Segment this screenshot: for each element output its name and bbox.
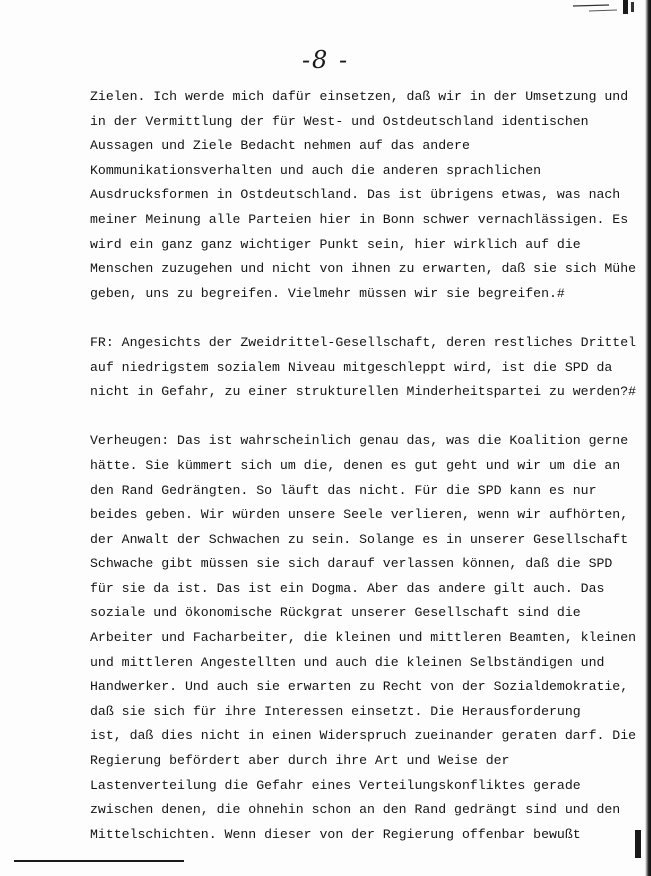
text-line: FR: Angesichts der Zweidrittel-Gesellschaft, deren restliches Drittel (90, 334, 637, 350)
text-line: Schwache gibt müssen sie sich darauf verlassen können, daß die SPD (90, 556, 613, 572)
text-line: ist, daß dies nicht in einen Widerspruch zueinander geraten darf. Die (90, 728, 637, 744)
text-line: daß sie sich für ihre Interessen einsetzt. Die Herausforderung (90, 703, 581, 719)
scan-artifact (569, 0, 641, 18)
text-line: wird ein ganz ganz wichtiger Punkt sein, hier wirklich auf die (90, 236, 581, 252)
document-body (90, 85, 637, 847)
scan-artifact (635, 830, 641, 858)
text-line: Menschen zuzugehen und nicht von ihnen zu erwarten, daß sie sich Mühe (90, 261, 637, 277)
text-line: Arbeiter und Facharbeiter, die kleinen und mittleren Beamten, kleinen (90, 630, 637, 646)
text-line: Aussagen und Ziele Bedacht nehmen auf das andere (90, 138, 470, 154)
paragraph-gap (90, 306, 600, 331)
text-line: für sie da ist. Das ist ein Dogma. Aber das andere gilt auch. Das (90, 580, 605, 596)
text-line: soziale und ökonomische Rückgrat unserer Gesellschaft sind die (90, 605, 581, 621)
paragraph-gap (90, 405, 600, 430)
text-line: Ausdrucksformen in Ostdeutschland. Das ist übrigens etwas, was nach (90, 187, 621, 203)
text-line: in der Vermittlung der für West- und Ostdeutschland identischen (90, 113, 589, 129)
text-line: Handwerker. Und auch sie erwarten zu Recht von der Sozialdemokratie, (90, 679, 629, 695)
text-line: der Anwalt der Schwachen zu sein. Solange es in unserer Gesellschaft (90, 531, 629, 547)
text-line: Lastenverteilung die Gefahr eines Verteilungskonfliktes gerade (90, 777, 581, 793)
text-line: zwischen denen, die ohnehin schon an den Rand gedrängt sind und den (90, 802, 621, 818)
text-line: auf niedrigstem sozialem Niveau mitgeschleppt wird, ist die SPD da (90, 359, 613, 375)
text-line: hätte. Sie kümmert sich um die, denen es gut geht und wir um die an (90, 457, 621, 473)
footer-rule (14, 860, 184, 862)
text-line: meiner Meinung alle Parteien hier in Bonn schwer vernachlässigen. Es (90, 211, 629, 227)
text-line: den Rand Gedrängten. So läuft das nicht. Für die SPD kann es nur (90, 482, 597, 498)
text-line: beides geben. Wir würden unsere Seele verlieren, wenn wir aufhörten, (90, 507, 629, 523)
text-line: Regierung befördert aber durch ihre Art und Weise der (90, 753, 510, 769)
text-line: nicht in Gefahr, zu einer strukturellen Minderheitspartei zu werden?# (90, 384, 637, 400)
text-line: Kommunikationsverhalten und auch die anderen sprachlichen (90, 162, 542, 178)
page-number: -8 - (301, 46, 350, 74)
text-line: und mittleren Angestellten und auch die kleinen Selbständigen und (90, 654, 605, 670)
text-line: Zielen. Ich werde mich dafür einsetzen, daß wir in der Umsetzung und (90, 89, 629, 104)
text-line: Mittelschichten. Wenn dieser von der Regierung offenbar bewußt (90, 826, 581, 842)
text-line: Verheugen: Das ist wahrscheinlich genau das, was die Koalition gerne (90, 433, 629, 449)
text-line: geben, uns zu begreifen. Vielmehr müssen wir sie begreifen.# (90, 285, 565, 301)
scan-edge (645, 0, 651, 876)
